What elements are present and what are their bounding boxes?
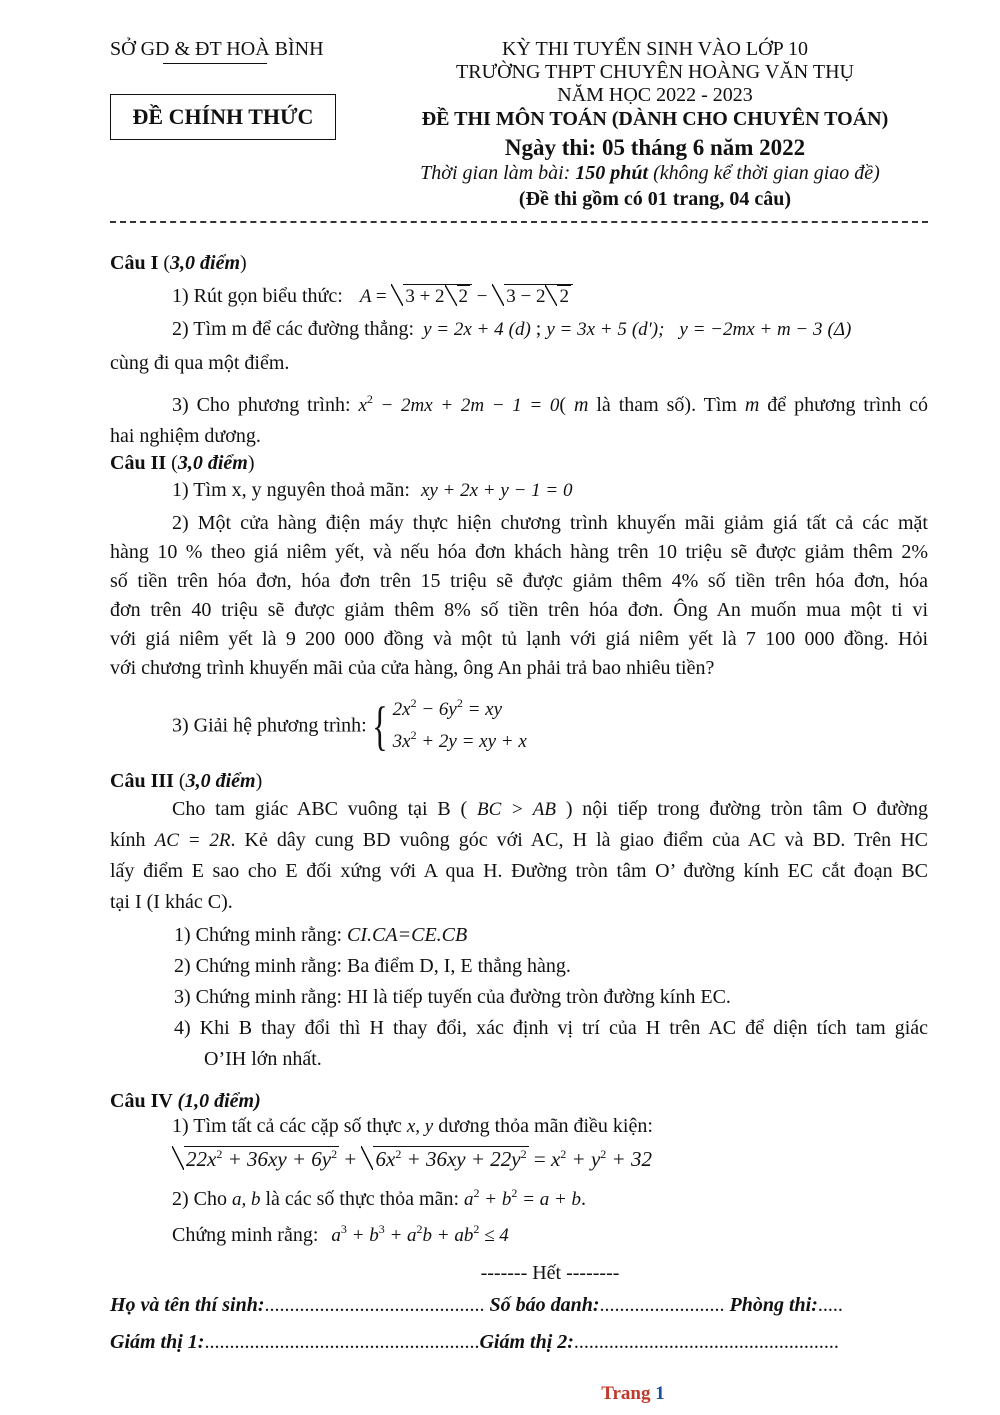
candidate-number-field: .........................	[599, 1294, 725, 1316]
proctor-1-label: Giám thị 1:	[110, 1331, 205, 1353]
q4-part1	[172, 1115, 653, 1138]
duration-value: 150 phút	[575, 162, 649, 184]
official-label: ĐỀ CHÍNH THỨC	[132, 104, 314, 129]
page-count-note: (Đề thi gồm có 01 trang, 04 câu)	[518, 188, 792, 210]
line-delta-name: (Δ)	[827, 319, 852, 340]
q2-part2-line3: số tiền trên hóa đơn, hóa đơn trên 15 triệu sẽ được giảm thêm 4% số tiền trên hóa đơn, hóa	[110, 570, 928, 592]
duration-prefix: Thời gian làm bài:	[420, 162, 576, 184]
page-number: 1	[655, 1383, 665, 1404]
candidate-name-field: ............................................	[264, 1294, 485, 1316]
end-marker: ------- Hết --------	[480, 1262, 620, 1284]
header-divider	[110, 221, 928, 223]
q2-part1-equation: xy + 2x + y − 1 = 0	[420, 480, 573, 501]
q4-inequality: $a^3 + b^3 + a^2b + ab^2 \le 4$	[331, 1222, 509, 1246]
line-d-name: (d)	[508, 319, 531, 340]
q1-part1	[172, 284, 573, 308]
department-name: SỞ GD & ĐT HOÀ BÌNH	[110, 38, 324, 60]
question-4-heading	[110, 1090, 261, 1113]
school-name: TRƯỜNG THPT CHUYÊN HOÀNG VĂN THỤ	[456, 61, 854, 83]
system-eq2: $3x^2 + 2y$ = xy + x	[392, 728, 527, 752]
line-delta-equation: y = −2mx + m − 3	[679, 319, 823, 340]
inner-radical-2-value: 2	[559, 286, 569, 307]
inner-radical-1	[445, 285, 471, 308]
official-stamp-box	[110, 94, 336, 140]
q3-diameter: AC = 2R	[154, 830, 231, 851]
exam-date: Ngày thi: 05 tháng 6 năm 2022	[504, 135, 806, 160]
system-brace: {	[371, 696, 388, 756]
system-eq1-rhs: = xy	[467, 699, 503, 720]
radical-2-base: 3 − 2	[506, 286, 546, 307]
q4-part2-variables: a, b	[232, 1189, 261, 1210]
question-1-points: 3,0 điểm	[170, 252, 241, 274]
q4-part2-condition: $a^2 + b^2 = a + b$	[464, 1186, 582, 1210]
candidate-name-label: Họ và tên thí sinh:	[110, 1294, 265, 1316]
q4-part2-text-b: là các số thực thỏa mãn:	[260, 1188, 465, 1210]
q3-line1-a: Cho tam giác ABC vuông tại B (	[172, 798, 468, 820]
q1-part3-equation: $x^2 - 2mx + 2m - 1 = 0$	[358, 392, 560, 416]
eq-rest: − 2mx + 2m − 1 = 0	[372, 395, 560, 416]
inner-radical-2	[545, 285, 571, 308]
q2-part2-line6: với chương trình khuyến mãi của cửa hàng, ông An phải trả bao nhiêu tiền?	[110, 657, 715, 679]
param-m-2: m	[744, 394, 760, 416]
proctor-1-field: .......................................................	[204, 1331, 480, 1353]
q3-item1	[174, 924, 467, 947]
q3-item2: 2) Chứng minh rằng: Ba điểm D, I, E thẳng hàng.	[174, 955, 571, 977]
inner-radical-1-value: 2	[458, 286, 469, 307]
q2-part2	[110, 509, 928, 683]
system-eq2-rest: + 2y = xy + x	[416, 731, 527, 752]
candidate-info-line	[110, 1294, 843, 1317]
q1-part3-end: để phương trình có	[759, 394, 928, 416]
radical-1-base: 3 + 2	[405, 286, 445, 307]
question-3-heading: Câu III (3,0 điểm)	[110, 770, 263, 792]
q1-part3-text: 3) Cho phương trình:	[172, 394, 351, 416]
question-1-title: Câu I	[110, 252, 159, 274]
q2-part2-line1: 2) Một cửa hàng điện máy thực hiện chương trình khuyến mãi giảm giá tất cả các mặt	[172, 512, 928, 534]
header-underline	[163, 63, 267, 64]
q2-part2-line4: đơn trên 40 triệu sẽ được giảm thêm 8% số tiền trên hóa đơn. Ông An muốn mua một ti vi	[110, 599, 928, 621]
q1-part2-continuation: cùng đi qua một điểm.	[110, 352, 290, 374]
q4-equation: $22x^2 + 36xy + 6y^2 + 6x^2 + 36xy + 22y^2 = x^2 + y^2 + 32$	[172, 1146, 652, 1172]
question-4-title: Câu IV	[110, 1090, 173, 1112]
q4-part2-text-a: 2) Cho	[172, 1188, 232, 1210]
q4-part3-text: Chứng minh rằng:	[172, 1224, 319, 1246]
q3-item1-formula: CI.CA=CE.CB	[347, 924, 468, 946]
q3-item1-text: 1) Chứng minh rằng:	[174, 924, 348, 946]
q3-line3: lấy điểm E sao cho E đối xứng với A qua H. Đường tròn tâm O’ đường kính EC cắt đoạn BC	[110, 860, 928, 882]
q3-item3: 3) Chứng minh rằng: HI là tiếp tuyến của đường tròn đường kính EC.	[174, 986, 731, 1008]
eq-x: x	[358, 395, 367, 416]
exam-duration	[370, 162, 930, 185]
page-footer-label: Trang	[601, 1383, 656, 1404]
subject-title: ĐỀ THI MÔN TOÁN (DÀNH CHO CHUYÊN TOÁN)	[421, 108, 889, 130]
question-1-heading: Câu I (3,0 điểm)	[110, 252, 247, 274]
room-field: .....	[817, 1294, 843, 1316]
q2-part1-text: 1) Tìm x, y nguyên thoả mãn:	[172, 479, 410, 501]
line-d-equation: y = 2x + 4	[423, 319, 504, 340]
question-4-points: 1,0 điểm	[184, 1090, 255, 1112]
question-2-title: Câu II	[110, 452, 167, 474]
q4-radical-1: $22x^2 + 36xy + 6y^2$	[172, 1146, 339, 1172]
system-eq2-lhs: 3x	[392, 731, 411, 752]
q2-part3-text: 3) Giải hệ phương trình:	[172, 714, 367, 737]
system-eq1: $2x^2 - 6y^2$ = xy	[392, 696, 503, 720]
q3-statement	[110, 794, 928, 918]
question-3-title: Câu III	[110, 770, 174, 792]
proctor-2-field: .....................................................	[573, 1331, 839, 1353]
question-4-points-wrap: (1,0 điểm)	[177, 1090, 261, 1112]
q4-part1-text-b: dương thỏa mãn điều kiện:	[433, 1115, 653, 1137]
q4-part2: 2) Cho a, b là các số thực thỏa mãn: $a^2 + b^2 = a + b$.	[172, 1186, 587, 1210]
param-m: m	[574, 394, 589, 416]
q1-part2: 2) Tìm m để các đường thẳng: y = 2x + 4 (d) ; y = 3x + 5 (d'); y = −2mx + m − 3 (Δ)	[172, 318, 852, 340]
q1-part2-text: 2) Tìm m để các đường thẳng:	[172, 318, 415, 340]
duration-suffix: (không kể thời gian giao đề)	[648, 162, 880, 184]
q2-part1	[172, 479, 572, 502]
q1-part3-open: (	[559, 394, 574, 416]
page-footer	[0, 1383, 1000, 1405]
question-2-points: 3,0 điểm	[177, 452, 248, 474]
school-year: NĂM HỌC 2022 - 2023	[557, 84, 753, 106]
q4-variables: x, y	[406, 1116, 434, 1137]
radical-2	[492, 284, 573, 308]
q2-part3	[172, 694, 527, 758]
q3-item4-continuation: O’IH lớn nhất.	[204, 1048, 322, 1070]
q1-part1-text: 1) Rút gọn biểu thức:	[172, 285, 343, 307]
q3-line1-b: ) nội tiếp trong đường tròn tâm O đường	[565, 798, 929, 820]
line-d2-equation: y = 3x + 5	[546, 319, 627, 340]
q4-radical-2: $6x^2 + 36xy + 22y^2$	[361, 1146, 528, 1172]
q1-part3	[110, 390, 928, 451]
question-3-points: 3,0 điểm	[185, 770, 256, 792]
q3-line4: tại I (I khác C).	[110, 891, 233, 913]
q2-part2-line5: với giá niêm yết là 9 200 000 đồng và một tủ lạnh với giá niêm yết là 7 100 000 đồng. Hỏi	[110, 628, 928, 650]
q4-part1-text-a: 1) Tìm tất cả các cặp số thực	[172, 1115, 407, 1137]
equation-system	[393, 694, 527, 758]
q3-condition: BC > AB	[476, 799, 557, 820]
proctor-2-label: Giám thị 2:	[479, 1331, 574, 1353]
proctor-line	[110, 1331, 839, 1354]
radical-1	[391, 284, 472, 308]
candidate-number-label: Số báo danh:	[489, 1294, 600, 1316]
q1-part1-expression: A = 3 + 2 2 − 3 − 2 2	[360, 286, 573, 307]
q2-part2-line2: hàng 10 % theo giá niêm yết, và nếu hóa đơn khách hàng trên 10 triệu sẽ được giảm thêm 2%	[110, 541, 928, 563]
q1-part3-mid: là tham số). Tìm	[588, 394, 745, 416]
expr-variable-a: A	[359, 286, 372, 307]
q4-part3	[172, 1224, 509, 1247]
q1-part3-continuation: hai nghiệm dương.	[110, 425, 261, 447]
q3-line2-a: kính	[110, 829, 146, 851]
question-2-heading: Câu II (3,0 điểm)	[110, 452, 255, 474]
room-label: Phòng thi:	[729, 1294, 818, 1316]
q3-item4: 4) Khi B thay đổi thì H thay đổi, xác định vị trí của H trên AC để diện tích tam giác	[174, 1017, 928, 1039]
line-d2-name: (d');	[631, 319, 665, 340]
exam-title: KỲ THI TUYỂN SINH VÀO LỚP 10	[502, 38, 808, 60]
q3-line2-b: . Kẻ dây cung BD vuông góc với AC, H là giao điểm của AC và BD. Trên HC	[230, 829, 928, 851]
